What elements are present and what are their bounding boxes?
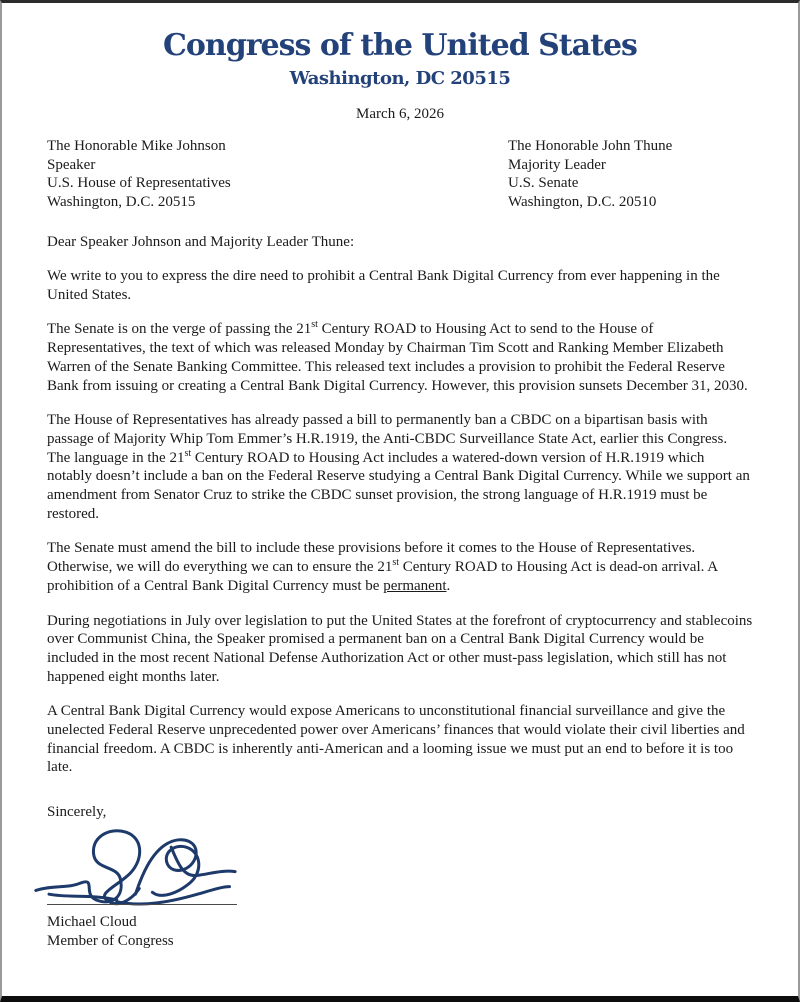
body-paragraph: The Senate must amend the bill to include these provisions before it comes to the House of Representatives. Otherwise, we will do everything we can to ensure the 21st Century ROAD to Housing Act is dead-on arrival. A prohibition of a Central Bank Digital Currency must be permanent. (47, 540, 718, 594)
recipient-line: Washington, D.C. 20510 (508, 193, 657, 210)
recipient-line: U.S. Senate (508, 175, 579, 191)
signer-name: Michael Cloud (47, 914, 137, 931)
salutation: Dear Speaker Johnson and Majority Leader Thune: (47, 234, 355, 250)
letterhead (2, 28, 798, 89)
body-paragraph: The Senate is on the verge of passing the 21st Century ROAD to Housing Act to send to the House of Representatives, the text of which was released Monday by Chairman Tim Scott and Ranking Member Elizabeth Warren of the Senate Banking Committee. This released text includes a provision to prohibit the Federal Reserve Bank from issuing or creating a Central Bank Digital Currency. However, this provision sunsets December 31, 2030. (47, 319, 748, 394)
signature-block (30, 817, 290, 913)
recipient-line: Speaker (47, 156, 96, 173)
signer (47, 913, 753, 951)
body-paragraph: During negotiations in July over legislation to put the United States at the forefront of cryptocurrency and stablecoins over Communist China, the Speaker promised a permanent ban on a Central Bank Digital Currency would be included in the most recent National Defense Authorization Act or other must-pass legislation, which still has not happened eight months later. (47, 612, 753, 685)
letterhead-subtitle: Washington, DC 20515 (289, 68, 511, 89)
date-line: March 6, 2026 (356, 106, 444, 122)
letter-body (47, 267, 753, 777)
letterhead-title: Congress of the United States (163, 28, 637, 63)
recipient-block-right (508, 137, 753, 211)
recipient-line: The Honorable Mike Johnson (47, 138, 226, 154)
recipient-block-left (47, 137, 231, 211)
body-paragraph: A Central Bank Digital Currency would expose Americans to unconstitutional financial surveillance and give the unelected Federal Reserve unprecedented power over Americans’ finances that would violate their civil liberties and financial freedom. A CBDC is inherently anti-American and a looming issue we must put an end to before it is too late. (47, 703, 745, 776)
body-paragraph: We write to you to express the dire need to prohibit a Central Bank Digital Currency from ever happening in the United States. (47, 268, 720, 303)
recipient-line: U.S. House of Representatives (47, 175, 231, 191)
recipient-line: Washington, D.C. 20515 (47, 193, 196, 210)
recipient-line: Majority Leader (508, 156, 606, 173)
recipient-line: The Honorable John Thune (508, 138, 673, 154)
signer-title: Member of Congress (47, 933, 174, 950)
valediction: Sincerely, (47, 804, 107, 821)
signature-line (47, 904, 237, 905)
body-paragraph: The House of Representatives has already passed a bill to permanently ban a CBDC on a bipartisan basis with passage of Majority Whip Tom Emmer’s H.R.1919, the Anti-CBDC Surveillance State Act, earlier this Congress. The language in the 21st Century ROAD to Housing Act includes a watered-down version of H.R.1919 which notably doesn’t include a ban on the Federal Reserve studying a Central Bank Digital Currency. While we support an amendment from Senator Cruz to strike the CBDC sunset provision, the strong language of H.R.1919 must be restored. (47, 412, 750, 522)
handwritten-signature-icon (30, 819, 256, 913)
recipient-blocks (47, 137, 753, 211)
